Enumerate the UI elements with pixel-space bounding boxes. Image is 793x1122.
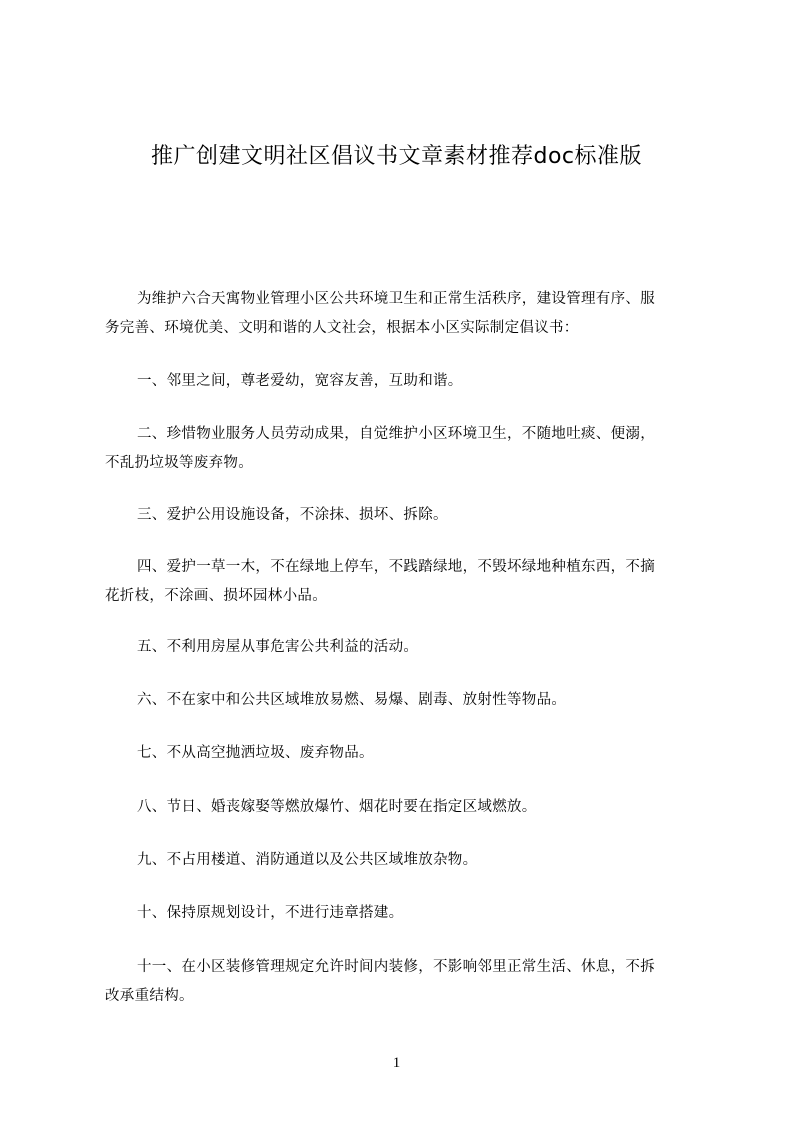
paragraph-line: 五、不利用房屋从事危害公共利益的活动。 bbox=[137, 639, 419, 655]
paragraph-item-3 bbox=[105, 501, 705, 530]
paragraph-line: 七、不从高空抛洒垃圾、废弃物品。 bbox=[137, 745, 374, 761]
paragraph-line: 一、邻里之间，尊老爱幼，宽容友善，互助和谐。 bbox=[137, 373, 463, 389]
paragraph-item-10 bbox=[105, 899, 705, 928]
document-title: 推广创建文明社区倡议书文章素材推荐doc标准版 bbox=[150, 144, 643, 169]
paragraph-item-5 bbox=[105, 633, 705, 662]
paragraph-item-2 bbox=[105, 420, 705, 478]
paragraph-item-9 bbox=[105, 846, 705, 875]
paragraph-line: 三、爱护公用设施设备，不涂抹、损坏、拆除。 bbox=[137, 507, 448, 523]
paragraph-item-8 bbox=[105, 793, 705, 822]
paragraph-line: 务完善、环境优美、文明和谐的人文社会，根据本小区实际制定倡议书： bbox=[105, 320, 579, 336]
paragraph-line: 不乱扔垃圾等废弃物。 bbox=[105, 455, 253, 471]
paragraph-line: 十、保持原规划设计，不进行违章搭建。 bbox=[137, 905, 404, 921]
paragraph-line: 十一、在小区装修管理规定允许时间内装修，不影响邻里正常生活、休息，不拆 bbox=[137, 959, 655, 975]
paragraph-line: 二、珍惜物业服务人员劳动成果，自觉维护小区环境卫生，不随地吐痰、便溺， bbox=[137, 426, 655, 442]
paragraph-item-1 bbox=[105, 367, 705, 396]
paragraph-line: 八、节日、婚丧嫁娶等燃放爆竹、烟花时要在指定区域燃放。 bbox=[137, 799, 537, 815]
paragraph-line: 九、不占用楼道、消防通道以及公共区域堆放杂物。 bbox=[137, 852, 478, 868]
paragraph-item-7 bbox=[105, 739, 705, 768]
paragraph-intro bbox=[105, 285, 705, 343]
page-number: 1 bbox=[392, 1055, 401, 1071]
paragraph-item-6 bbox=[105, 686, 705, 715]
paragraph-line: 四、爱护一草一木，不在绿地上停车，不践踏绿地，不毁坏绿地种植东西，不摘 bbox=[137, 559, 655, 575]
paragraph-item-4 bbox=[105, 553, 705, 611]
paragraph-item-11 bbox=[105, 953, 705, 1011]
paragraph-line: 六、不在家中和公共区域堆放易燃、易爆、剧毒、放射性等物品。 bbox=[137, 692, 567, 708]
paragraph-line: 改承重结构。 bbox=[105, 988, 194, 1004]
paragraph-line: 花折枝，不涂画、损坏园林小品。 bbox=[105, 588, 327, 604]
paragraph-line: 为维护六合天寓物业管理小区公共环境卫生和正常生活秩序，建设管理有序、服 bbox=[137, 291, 655, 307]
